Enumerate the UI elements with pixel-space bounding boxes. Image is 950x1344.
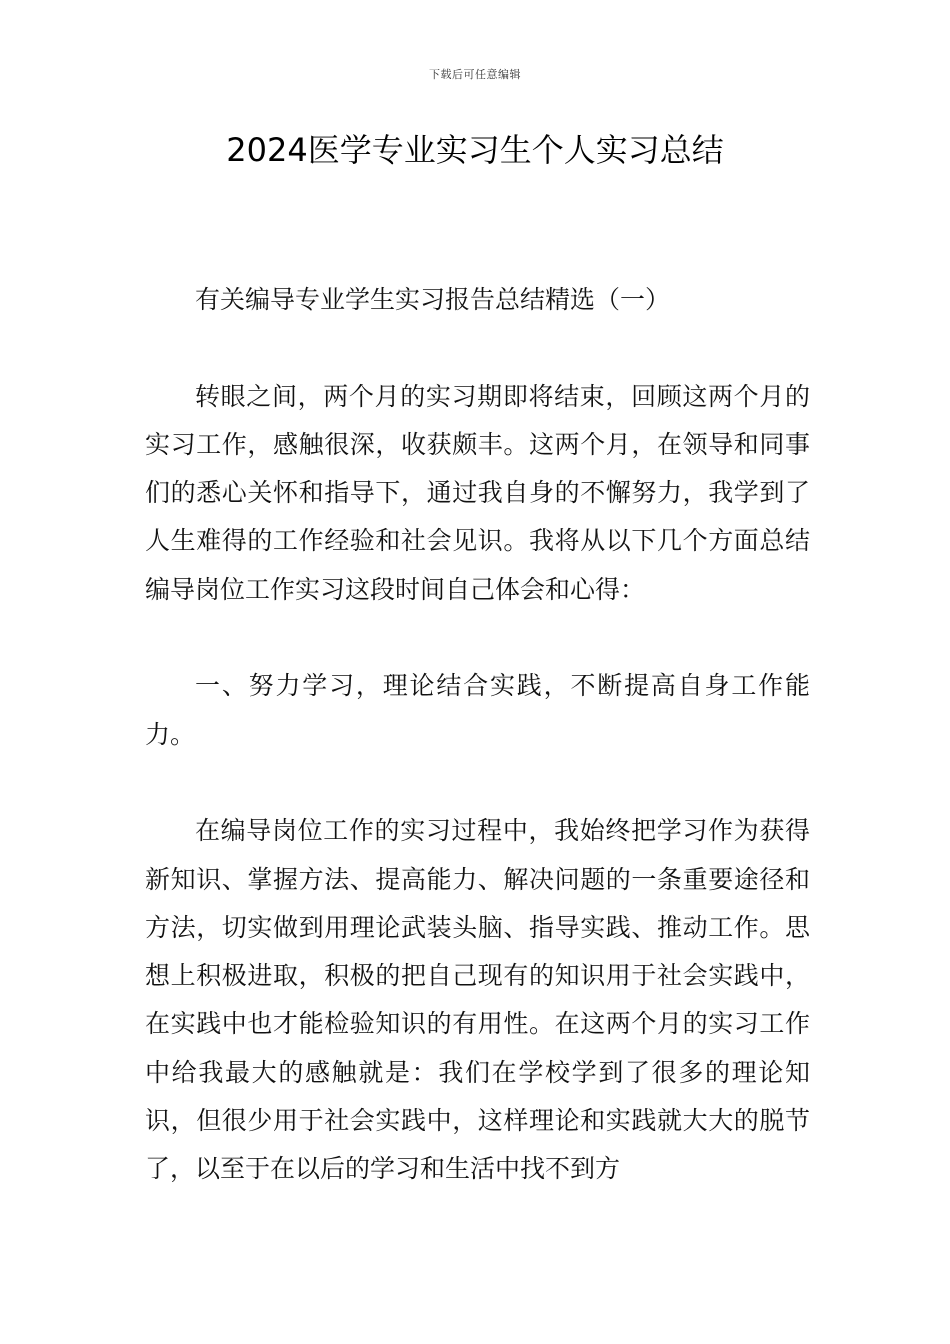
paragraph-intro: 转眼之间，两个月的实习期即将结束，回顾这两个月的实习工作，感触很深，收获颇丰。这两个月，在领导和同事们的悉心关怀和指导下，通过我自身的不懈努力，我学到了人生难得的工作经验和社会见识。我将从以下几个方面总结编导岗位工作实习这段时间自己体会和心得：: [145, 381, 810, 604]
paragraph-spacer: [145, 324, 810, 372]
section-subtitle: 有关编导专业学生实习报告总结精选（一）: [195, 285, 671, 314]
paragraph-spacer: [145, 614, 810, 662]
paragraph-study: 在编导岗位工作的实习过程中，我始终把学习作为获得新知识、掌握方法、提高能力、解决问题的一条重要途径和方法，切实做到用理论武装头脑、指导实践、推动工作。思想上积极进取，积极的把自己现有的知识用于社会实践中，在实践中也才能检验知识的有用性。在这两个月的实习工作中给我最大的感触就是：我们在学校学到了很多的理论知识，但很少用于社会实践中，这样理论和实践就大大的脱节了，以至于在以后的学习和生活中找不到方: [145, 816, 810, 1184]
paragraph-spacer: [145, 759, 810, 807]
header-note: 下载后可任意编辑: [429, 68, 521, 81]
paragraph-heading-one: 一、努力学习，理论结合实践，不断提高自身工作能力。: [145, 671, 810, 749]
document-body: [145, 276, 810, 1194]
document-title: 2024医学专业实习生个人实习总结: [226, 131, 724, 169]
